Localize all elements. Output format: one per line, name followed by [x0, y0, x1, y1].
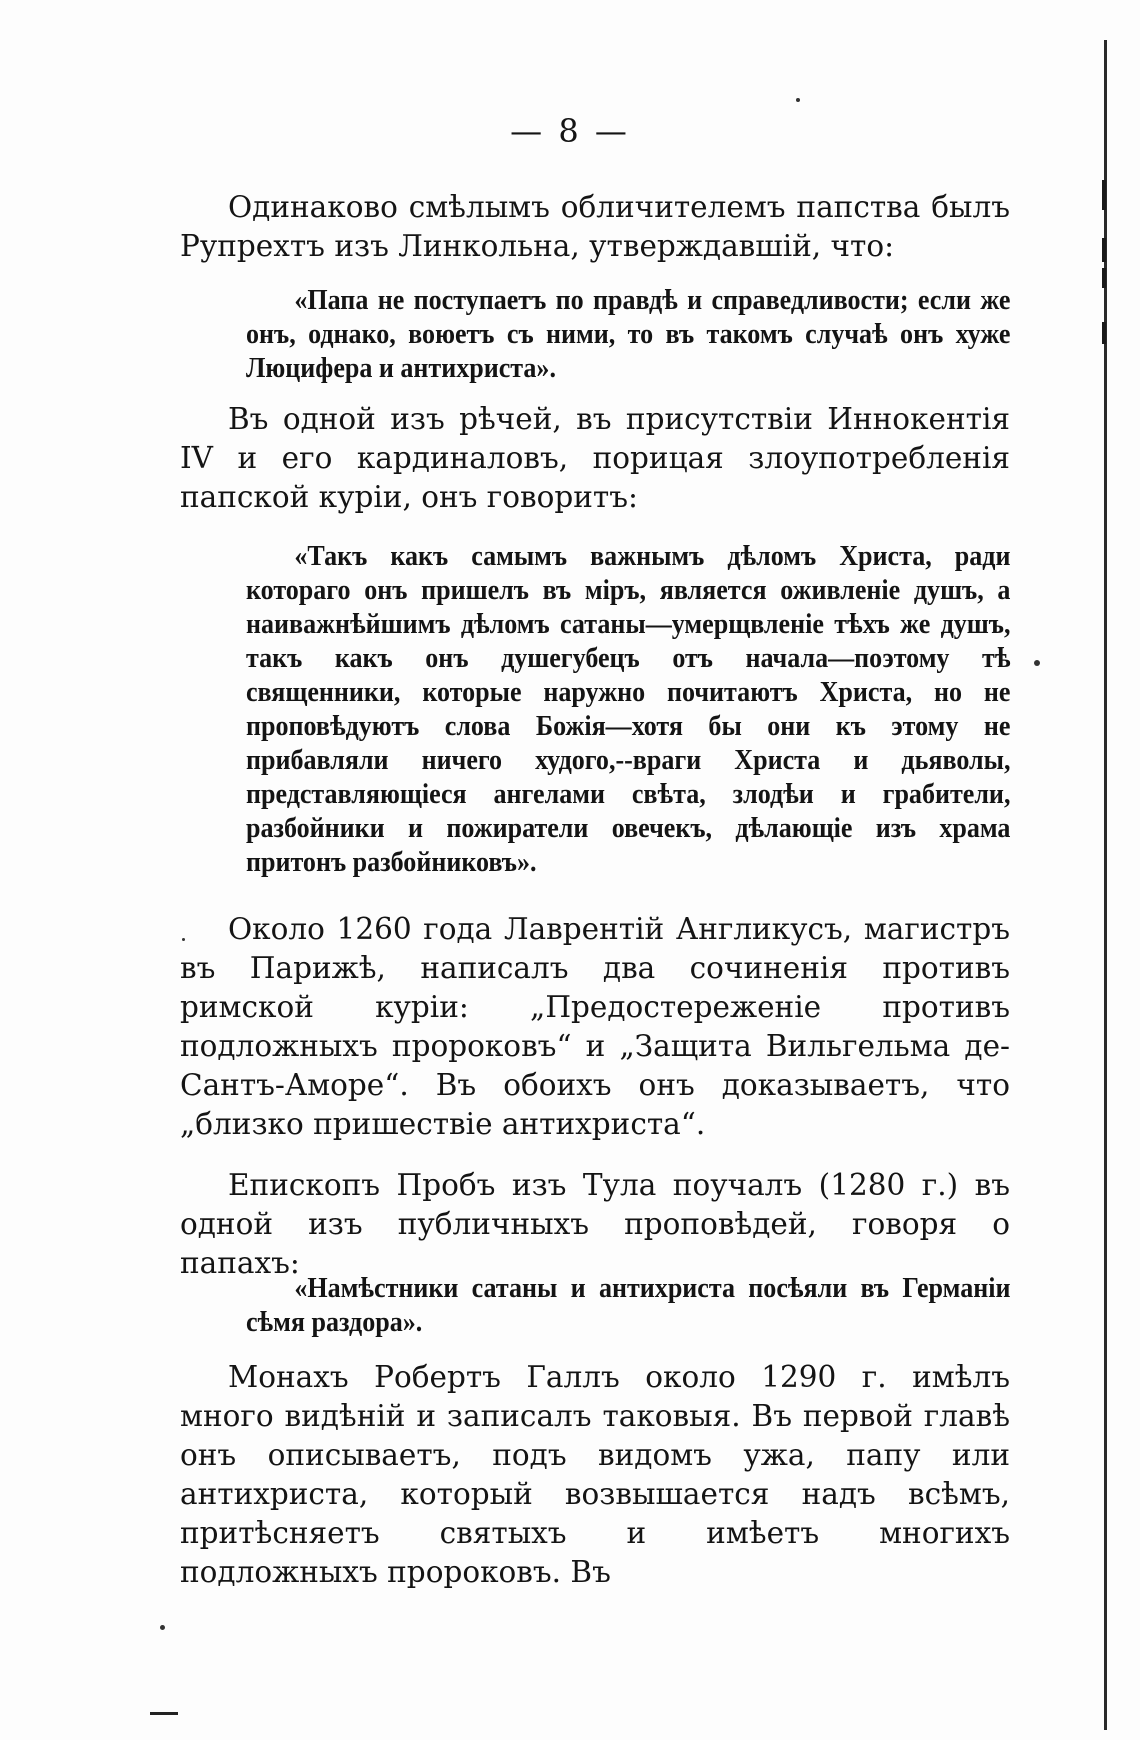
paper-speck: [1034, 660, 1040, 666]
page-edge-mark: [1102, 268, 1106, 288]
paragraph-robert-gall: Монахъ Робертъ Галлъ около 1290 г. имѣлъ много видѣній и записалъ таковыя. Въ первой главѣ онъ описываетъ, подъ видомъ ужа, папу или антихриста, который возвышается надъ всѣмъ, притѣсняетъ святыхъ и имѣетъ многихъ подложныхъ пророковъ. Въ: [180, 1360, 1010, 1589]
paragraph-innocent: Въ одной изъ рѣчей, въ присутствіи Иннокентія IV и его кардиналовъ, порицая злоупотребленія папской куріи, онъ говоритъ:: [180, 402, 1010, 514]
page-edge-mark: [1102, 180, 1106, 210]
paper-speck: [796, 98, 800, 102]
paper-speck: [182, 938, 185, 941]
page-number: — 8 —: [510, 112, 630, 150]
paper-speck: [160, 1625, 165, 1630]
quote-christ-work: «Такъ какъ самымъ важнымъ дѣломъ Христа, ради котораго онъ пришелъ въ міръ, является оживленіе душъ, а наиважнѣйшимъ дѣломъ сатаны—умерщвленіе тѣхъ же душъ, такъ какъ онъ душегубецъ отъ начала—поэтому тѣ священники, которые наружно почитаютъ Христа, но не проповѣдуютъ слова Божія—хотя бы они къ этому не прибавляли ничего худого,--враги Христа и дьяволы, представляющіеся ангелами свѣта, злодѣи и грабители, разбойники и пожиратели овечекъ, дѣлающіе изъ храма притонъ разбойниковъ».: [246, 541, 1011, 878]
paragraph-ruprecht: Одинаково смѣлымъ обличителемъ папства былъ Рупрехтъ изъ Линкольна, утверждавшій, что:: [180, 190, 1010, 263]
paragraph-probus: Епископъ Пробъ изъ Тула поучалъ (1280 г.) въ одной изъ публичныхъ проповѣдей, говоря о папахъ:: [180, 1168, 1010, 1280]
quote-vicars-satan: «Намѣстники сатаны и антихриста посѣяли въ Германіи сѣмя раздора».: [246, 1273, 1011, 1338]
margin-dash-mark: [150, 1712, 178, 1715]
page-edge-line: [1104, 40, 1107, 1730]
paragraph-laurentius: Около 1260 года Лаврентій Англикусъ, магистръ въ Парижѣ, написалъ два сочиненія противъ римской куріи: „Предостереженіе противъ подложныхъ пророковъ“ и „Защита Вильгельма де-Сантъ-Аморе“. Въ обоихъ онъ доказываетъ, что „близко пришествіе антихриста“.: [180, 912, 1010, 1141]
page-edge-mark: [1102, 238, 1106, 262]
page-edge-mark: [1102, 322, 1106, 344]
quote-pope-justice: «Папа не поступаетъ по правдѣ и справедливости; если же онъ, однако, воюетъ съ ними, то въ такомъ случаѣ онъ хуже Люцифера и антихриста».: [246, 285, 1011, 384]
